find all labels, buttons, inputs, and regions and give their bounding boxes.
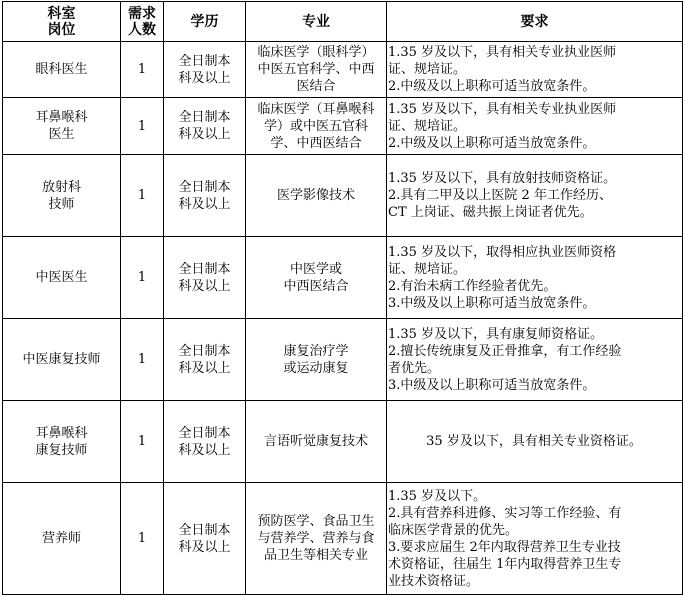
header-count: 需求 人数 <box>121 2 164 42</box>
major-cell-line: 或运动康复 <box>283 360 349 376</box>
major-cell-line: 临床医学（耳鼻喉科 <box>257 101 375 117</box>
major-cell <box>246 98 387 155</box>
education-cell <box>164 237 246 319</box>
requirements-cell-line: 术资格证，往届生 1年内取得营养卫生专 <box>388 556 622 572</box>
table-row <box>3 155 683 237</box>
education-cell-line: 科及以上 <box>178 442 231 458</box>
count-cell: 1 <box>121 155 164 237</box>
requirements-cell-line: 3.中级及以上职称可适当放宽条件。 <box>388 377 596 393</box>
requirements-cell-line: 2.擅长传统康复及正骨推拿，有工作经验 <box>388 343 622 359</box>
major-cell-line: 中医五官科学、中西 <box>257 62 375 77</box>
dept-cell-line: 耳鼻喉科 <box>35 425 88 441</box>
count-cell: 1 <box>121 401 164 483</box>
major-cell <box>246 155 387 237</box>
requirements-cell <box>387 319 683 401</box>
table-row <box>3 401 683 483</box>
dept-cell-line: 医生 <box>48 127 75 142</box>
requirements-cell-line: 2.中级及以上职称可适当放宽条件。 <box>388 135 596 151</box>
dept-cell <box>3 319 121 401</box>
requirements-cell <box>387 237 683 319</box>
dept-cell-line: 中医医生 <box>35 270 88 285</box>
major-cell-line: 中医学或 <box>289 261 342 277</box>
education-cell-line: 全日制本 <box>178 425 231 441</box>
requirements-cell-line: 2.有治未病工作经验者优先。 <box>388 278 557 294</box>
count-cell: 1 <box>121 98 164 155</box>
education-cell-line: 全日制本 <box>178 343 231 359</box>
requirements-cell-line: 1.35 岁及以下，具有康复师资格证。 <box>388 326 604 342</box>
count-cell: 1 <box>121 319 164 401</box>
dept-cell-line: 放射科 <box>41 179 81 195</box>
education-cell <box>164 483 246 595</box>
requirements-cell-line: 1.35 岁及以下。 <box>388 488 487 504</box>
education-cell-line: 全日制本 <box>178 53 231 69</box>
education-cell-line: 全日制本 <box>178 110 231 125</box>
major-cell <box>246 483 387 595</box>
education-cell-line: 科及以上 <box>178 127 231 142</box>
education-cell-line: 科及以上 <box>178 539 231 555</box>
header-education: 学历 <box>164 2 246 42</box>
education-cell-line: 科及以上 <box>178 70 231 86</box>
header-requirements: 要求 <box>387 2 683 42</box>
requirements-cell-line: 业技术资格证。 <box>388 573 480 589</box>
requirements-cell-line: 3.中级及以上职称可适当放宽条件。 <box>388 295 596 311</box>
major-cell-line: 与营养学、营养与食 <box>257 531 375 546</box>
table-row <box>3 319 683 401</box>
job-requirements-table <box>2 1 683 595</box>
dept-cell-line: 眼科医生 <box>35 62 88 77</box>
major-cell <box>246 319 387 401</box>
requirements-cell <box>387 42 683 98</box>
requirements-cell-line: 1.35 岁及以下，具有相关专业执业医师 <box>388 45 617 60</box>
dept-cell <box>3 401 121 483</box>
dept-cell <box>3 155 121 237</box>
requirements-cell-line: 35 岁及以下，具有相关专业资格证。 <box>426 434 642 449</box>
education-cell <box>164 155 246 237</box>
education-cell <box>164 42 246 98</box>
education-cell-line: 全日制本 <box>178 522 231 538</box>
major-cell <box>246 237 387 319</box>
requirements-cell-line: 证、规培证。 <box>388 62 467 77</box>
education-cell <box>164 98 246 155</box>
requirements-cell-line: 临床医学背景的优先。 <box>388 522 519 538</box>
major-cell-line: 学、中西医结合 <box>270 135 362 151</box>
requirements-cell <box>387 98 683 155</box>
education-cell <box>164 319 246 401</box>
major-cell-line: 医结合 <box>296 79 336 94</box>
requirements-cell <box>387 483 683 595</box>
education-cell-line: 科及以上 <box>178 278 231 294</box>
dept-cell-line: 康复技师 <box>35 442 88 458</box>
dept-cell <box>3 483 121 595</box>
count-cell: 1 <box>121 42 164 98</box>
requirements-cell-line: 2.具有二甲及以上医院 2 年工作经历、 <box>388 188 612 203</box>
dept-cell <box>3 237 121 319</box>
major-cell-line: 言语听觉康复技术 <box>263 434 368 449</box>
dept-cell-line: 技师 <box>48 196 75 212</box>
requirements-cell-line: 者优先。 <box>388 360 441 376</box>
dept-cell-line: 耳鼻喉科 <box>35 110 88 125</box>
major-cell-line: 康复治疗学 <box>283 343 349 359</box>
count-cell: 1 <box>121 483 164 595</box>
requirements-cell-line: 1.35 岁及以下，具有放射技师资格证。 <box>388 171 617 186</box>
dept-cell <box>3 98 121 155</box>
table-row <box>3 98 683 155</box>
header-row <box>3 2 683 42</box>
requirements-cell <box>387 155 683 237</box>
requirements-cell-line: 1.35 岁及以下，具有相关专业执业医师 <box>388 101 617 117</box>
table-row <box>3 237 683 319</box>
header-major: 专业 <box>246 2 387 42</box>
requirements-cell-line: 2.中级及以上职称可适当放宽条件。 <box>388 79 596 94</box>
requirements-cell-line: 证、规培证。 <box>388 118 467 134</box>
major-cell-line: 品卫生等相关专业 <box>263 548 368 563</box>
count-cell: 1 <box>121 237 164 319</box>
requirements-cell-line: CT 上岗证、磁共振上岗证者优先。 <box>388 205 593 220</box>
table-row <box>3 483 683 595</box>
major-cell-line: 临床医学（眼科学） <box>257 45 375 60</box>
table-row <box>3 42 683 98</box>
major-cell-line: 预防医学、食品卫生 <box>257 514 375 529</box>
dept-cell-line: 营养师 <box>41 531 81 546</box>
education-cell-line: 全日制本 <box>178 179 231 195</box>
education-cell-line: 全日制本 <box>178 261 231 277</box>
requirements-cell-line: 2.具有营养科进修、实习等工作经验、有 <box>388 505 622 521</box>
dept-cell <box>3 42 121 98</box>
requirements-cell-line: 1.35 岁及以下，取得相应执业医师资格 <box>388 244 617 260</box>
header-dept: 科室 岗位 <box>3 2 121 42</box>
education-cell-line: 科及以上 <box>178 196 231 212</box>
major-cell-line: 医学影像技术 <box>276 188 355 203</box>
major-cell <box>246 401 387 483</box>
major-cell-line: 中西医结合 <box>283 278 349 294</box>
major-cell-line: 学）或中医五官科 <box>263 118 368 134</box>
education-cell <box>164 401 246 483</box>
dept-cell-line: 中医康复技师 <box>22 352 101 367</box>
requirements-cell-line: 证、规培证。 <box>388 261 467 277</box>
major-cell <box>246 42 387 98</box>
requirements-cell-line: 3.要求应届生 2年内取得营养卫生专业技 <box>388 539 621 555</box>
requirements-cell <box>387 401 683 483</box>
education-cell-line: 科及以上 <box>178 360 231 376</box>
